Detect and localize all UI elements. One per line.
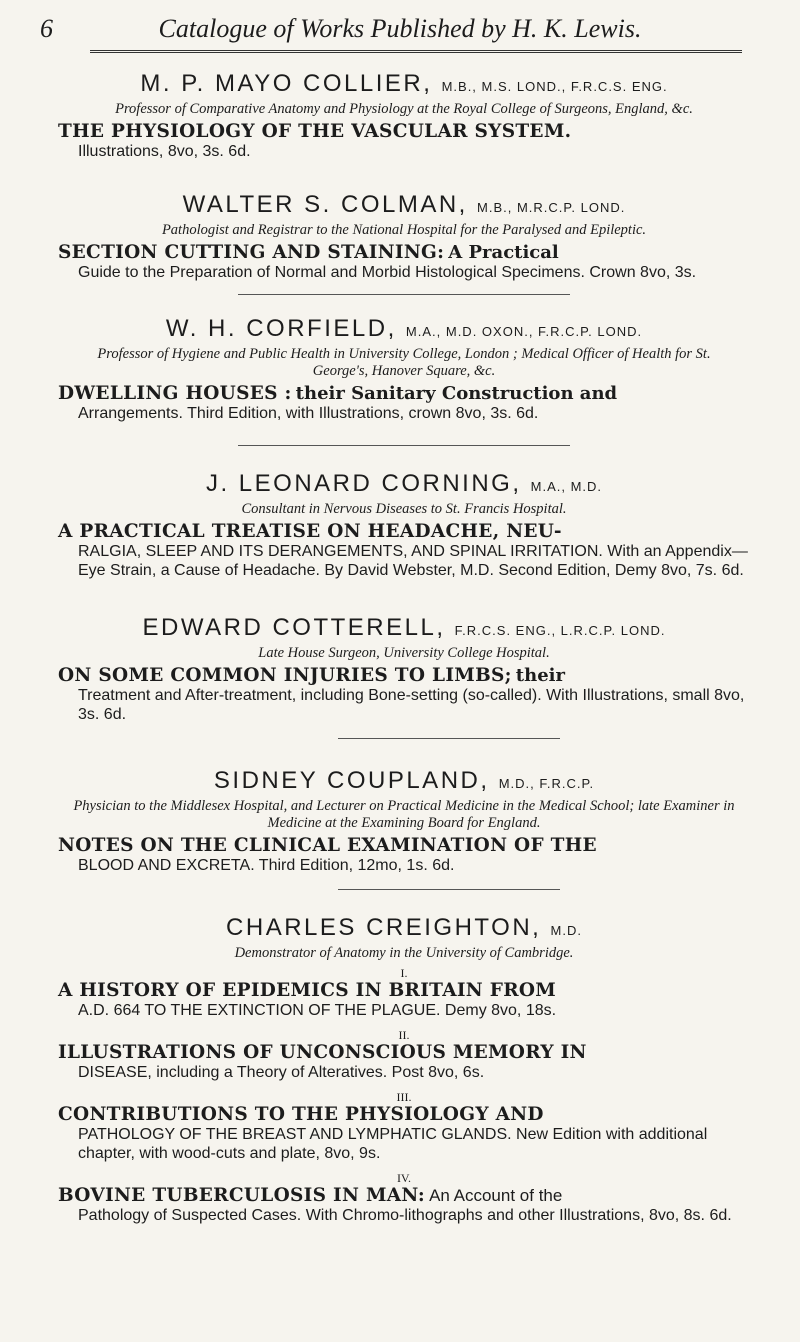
author-name bbox=[58, 70, 750, 101]
work-title: NOTES ON THE CLINICAL EXAMINATION OF THE bbox=[58, 835, 597, 856]
entry-separator bbox=[338, 889, 560, 890]
author-name bbox=[58, 614, 750, 645]
author-position: Professor of Comparative Anatomy and Physiology at the Royal College of Surgeons, England, &c. bbox=[115, 101, 693, 117]
work-title-line bbox=[58, 665, 750, 686]
entry-coupland bbox=[58, 767, 750, 875]
work-title-rest: A Practical bbox=[448, 242, 559, 263]
author-name-text: CHARLES CREIGHTON, bbox=[226, 914, 542, 941]
work-title: SECTION CUTTING AND STAINING: bbox=[58, 242, 445, 263]
work-description: PATHOLOGY OF THE BREAST AND LYMPHATIC GLANDS. New Edition with additional chapter, with wood-cuts and plate, 8vo, 9s. bbox=[78, 1126, 708, 1162]
work-title-line bbox=[58, 383, 750, 404]
work-title: THE PHYSIOLOGY OF THE VASCULAR SYSTEM. bbox=[58, 121, 572, 142]
page-number: 6 bbox=[40, 14, 53, 43]
author-degrees: M.A., M.D. bbox=[530, 479, 603, 494]
author-name-text: EDWARD COTTERELL, bbox=[142, 614, 446, 641]
entry-collier bbox=[58, 70, 750, 161]
author-name bbox=[58, 191, 750, 222]
work-title-rest: their bbox=[515, 665, 565, 686]
work-item bbox=[58, 1028, 750, 1082]
work-numeral: I. bbox=[400, 966, 408, 980]
author-name-text: M. P. MAYO COLLIER, bbox=[140, 70, 433, 97]
author-name-text: SIDNEY COUPLAND, bbox=[213, 767, 490, 794]
work-title-line bbox=[58, 1185, 750, 1206]
author-position: Pathologist and Registrar to the National Hospital for the Paralysed and Epileptic. bbox=[161, 222, 647, 238]
work-description: A.D. 664 TO THE EXTINCTION OF THE PLAGUE. Demy 8vo, 18s. bbox=[78, 1002, 557, 1019]
work-title-line bbox=[58, 242, 750, 263]
author-name-text: WALTER S. COLMAN, bbox=[182, 191, 468, 218]
work-item bbox=[58, 1171, 750, 1225]
author-degrees: M.D. bbox=[550, 923, 582, 938]
author-position: Consultant in Nervous Diseases to St. Francis Hospital. bbox=[241, 501, 567, 517]
work-title: DWELLING HOUSES : bbox=[58, 383, 292, 404]
work-description: BLOOD AND EXCRETA. Third Edition, 12mo, 1s. 6d. bbox=[78, 857, 455, 874]
entry-colman bbox=[58, 191, 750, 282]
author-name bbox=[58, 914, 750, 945]
work-title: ILLUSTRATIONS OF UNCONSCIOUS MEMORY IN bbox=[58, 1042, 587, 1063]
work-description: DISEASE, including a Theory of Alteratives. Post 8vo, 6s. bbox=[78, 1064, 485, 1081]
page-title: Catalogue of Works Published by H. K. Lewis. bbox=[158, 14, 642, 43]
entry-separator bbox=[238, 445, 570, 446]
work-item bbox=[58, 966, 750, 1020]
header-rule bbox=[90, 50, 742, 53]
author-name bbox=[58, 315, 750, 346]
running-head bbox=[32, 14, 768, 46]
author-degrees: M.D., F.R.C.P. bbox=[498, 776, 595, 791]
author-degrees: M.B., M.S. LOND., F.R.C.S. ENG. bbox=[441, 79, 668, 94]
author-position: Physician to the Middlesex Hospital, and Lecturer on Practical Medicine in the Medical School; late Examiner in Medicine at the Examining Board for England. bbox=[73, 798, 735, 831]
work-title: CONTRIBUTIONS TO THE PHYSIOLOGY AND bbox=[58, 1104, 544, 1125]
work-description: Guide to the Preparation of Normal and Morbid Histological Specimens. Crown 8vo, 3s. bbox=[78, 264, 697, 281]
work-numeral: IV. bbox=[396, 1171, 412, 1185]
work-description: Pathology of Suspected Cases. With Chromo-lithographs and other Illustrations, 8vo, 8s. 6d. bbox=[78, 1207, 732, 1224]
author-degrees: M.A., M.D. OXON., F.R.C.P. LOND. bbox=[405, 324, 643, 339]
entry-separator bbox=[338, 738, 560, 739]
work-description: Treatment and After-treatment, including Bone-setting (so-called). With Illustrations, small 8vo, 3s. 6d. bbox=[78, 687, 745, 723]
author-name bbox=[58, 767, 750, 798]
work-title: BOVINE TUBERCULOSIS IN MAN: bbox=[58, 1185, 426, 1206]
work-numeral: III. bbox=[396, 1090, 412, 1104]
work-description: RALGIA, SLEEP AND ITS DERANGEMENTS, AND SPINAL IRRITATION. With an Appendix—Eye Strain, a Cause of Headache. By David Webster, M.D. Second Edition, Demy 8vo, 7s. 6d. bbox=[78, 543, 748, 579]
work-title-rest: their Sanitary Construction and bbox=[295, 383, 618, 404]
work-title: A PRACTICAL TREATISE ON HEADACHE, NEU- bbox=[58, 521, 562, 542]
entry-creighton bbox=[58, 914, 750, 1225]
work-numeral: II. bbox=[398, 1028, 410, 1042]
author-position: Professor of Hygiene and Public Health in University College, London ; Medical Officer of Health for St. George's, Hanover Square, &c. bbox=[97, 346, 711, 379]
entry-corning bbox=[58, 470, 750, 580]
work-item bbox=[58, 1090, 750, 1163]
work-title: ON SOME COMMON INJURIES TO LIMBS; bbox=[58, 665, 512, 686]
author-name-text: J. LEONARD CORNING, bbox=[205, 470, 522, 497]
work-title: A HISTORY OF EPIDEMICS IN BRITAIN FROM bbox=[58, 980, 557, 1001]
work-description: Illustrations, 8vo, 3s. 6d. bbox=[78, 143, 251, 160]
author-degrees: F.R.C.S. ENG., L.R.C.P. LOND. bbox=[454, 623, 666, 638]
author-name bbox=[58, 470, 750, 501]
catalogue-content bbox=[58, 64, 750, 1225]
entry-separator bbox=[238, 294, 570, 295]
entry-corfield bbox=[58, 315, 750, 423]
author-position: Late House Surgeon, University College Hospital. bbox=[258, 645, 550, 661]
entry-cotterell bbox=[58, 614, 750, 724]
author-position: Demonstrator of Anatomy in the University of Cambridge. bbox=[234, 945, 574, 961]
work-title-rest: An Account of the bbox=[429, 1186, 563, 1205]
work-description: Arrangements. Third Edition, with Illustrations, crown 8vo, 3s. 6d. bbox=[78, 405, 539, 422]
author-name-text: W. H. CORFIELD, bbox=[165, 315, 397, 342]
author-degrees: M.B., M.R.C.P. LOND. bbox=[477, 200, 626, 215]
